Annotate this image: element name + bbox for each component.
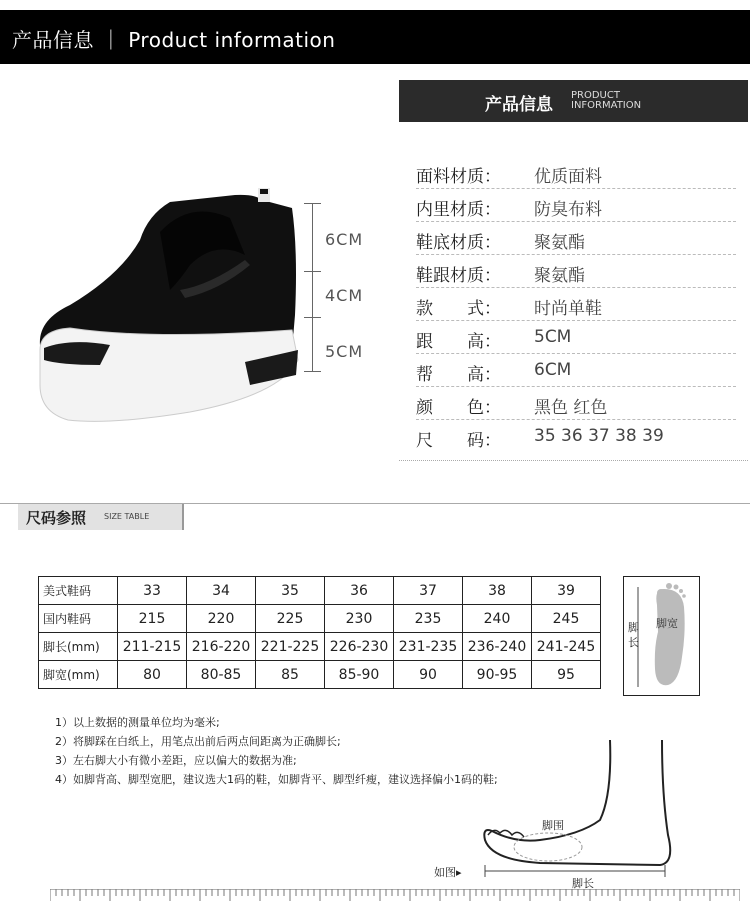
info-panel-header	[399, 80, 748, 122]
foot-width-label: 脚宽	[656, 617, 678, 630]
info-row	[416, 190, 736, 222]
header-bar	[0, 10, 750, 64]
table-cell: 215	[118, 605, 187, 633]
info-label: 款 式：	[416, 299, 501, 319]
table-cell: 221-225	[256, 633, 325, 661]
shoe-image	[30, 180, 310, 430]
table-cell: 37	[394, 577, 463, 605]
table-cell: 85-90	[325, 661, 394, 689]
table-cell: 35	[256, 577, 325, 605]
info-value: 35 36 37 38 39	[534, 426, 664, 446]
info-title-en	[571, 91, 641, 111]
foot-diagram-box	[623, 576, 700, 696]
note-item: 3）左右脚大小有微小差距，应以偏大的数据为准;	[55, 754, 297, 767]
row-header: 美式鞋码	[39, 577, 118, 605]
table-cell: 236-240	[463, 633, 532, 661]
table-cell: 241-245	[532, 633, 601, 661]
table-cell: 34	[187, 577, 256, 605]
table-row	[39, 661, 601, 689]
info-row	[416, 388, 736, 420]
info-value: 5CM	[534, 327, 572, 347]
info-label: 内里材质：	[416, 200, 501, 220]
size-table-title-cn: 尺码参照	[26, 509, 87, 527]
table-cell: 80-85	[187, 661, 256, 689]
table-cell: 211-215	[118, 633, 187, 661]
foot-length-label-2: 长	[628, 636, 639, 649]
foot-girth-label: 脚围	[542, 819, 564, 832]
info-value: 优质面料	[534, 167, 602, 187]
dimension-tick	[304, 371, 321, 372]
table-cell: 95	[532, 661, 601, 689]
info-row	[416, 256, 736, 288]
inner-height-label: 4CM	[325, 286, 364, 305]
table-cell: 33	[118, 577, 187, 605]
table-cell: 225	[256, 605, 325, 633]
foot-measure-diagram	[430, 735, 690, 895]
table-row	[39, 577, 601, 605]
info-label: 鞋跟材质：	[416, 266, 501, 286]
table-cell: 216-220	[187, 633, 256, 661]
table-cell: 245	[532, 605, 601, 633]
table-cell: 90	[394, 661, 463, 689]
info-value: 时尚单鞋	[534, 299, 602, 319]
foot-length-label-1: 脚	[628, 621, 639, 634]
info-label: 面料材质：	[416, 167, 501, 187]
info-label: 跟 高：	[416, 332, 501, 352]
info-row	[416, 223, 736, 255]
dimension-tick	[304, 203, 321, 204]
ruler	[50, 889, 740, 903]
divider	[399, 460, 748, 462]
as-shown-label: 如图▸	[434, 866, 462, 879]
row-header: 脚长(mm)	[39, 633, 118, 661]
row-header: 脚宽(mm)	[39, 661, 118, 689]
info-label: 尺 码：	[416, 431, 501, 451]
heel-height-label: 5CM	[325, 342, 364, 361]
info-value: 聚氨酯	[534, 233, 585, 253]
note-item: 4）如脚背高、脚型宽肥，建议选大1码的鞋，如脚背平、脚型纤瘦，建议选择偏小1码的鞋;	[55, 773, 498, 786]
size-table-header	[18, 504, 184, 530]
table-cell: 80	[118, 661, 187, 689]
size-table	[38, 576, 601, 689]
table-cell: 235	[394, 605, 463, 633]
foot-length-label: 脚长	[572, 877, 594, 890]
table-cell: 39	[532, 577, 601, 605]
table-cell: 90-95	[463, 661, 532, 689]
table-cell: 240	[463, 605, 532, 633]
info-row	[416, 421, 736, 452]
table-cell: 85	[256, 661, 325, 689]
table-cell: 226-230	[325, 633, 394, 661]
info-label: 鞋底材质：	[416, 233, 501, 253]
table-cell: 36	[325, 577, 394, 605]
info-row	[416, 322, 736, 354]
row-header: 国内鞋码	[39, 605, 118, 633]
product-info-panel	[399, 80, 748, 472]
table-cell: 220	[187, 605, 256, 633]
table-cell: 231-235	[394, 633, 463, 661]
info-row	[416, 355, 736, 387]
info-title-en-1: PRODUCT	[571, 90, 620, 101]
info-value: 聚氨酯	[534, 266, 585, 286]
size-table-title-en: SIZE TABLE	[104, 512, 150, 521]
note-item: 2）将脚踩在白纸上，用笔点出前后两点间距离为正确脚长;	[55, 735, 341, 748]
table-cell: 38	[463, 577, 532, 605]
shaft-height-label: 6CM	[325, 230, 364, 249]
info-label: 颜 色：	[416, 398, 501, 418]
dimension-tick	[304, 317, 321, 318]
dimension-line	[312, 203, 313, 371]
table-cell: 230	[325, 605, 394, 633]
info-row	[416, 157, 736, 189]
info-value: 6CM	[534, 360, 572, 380]
note-item: 1）以上数据的测量单位均为毫米;	[55, 716, 220, 729]
info-value: 防臭布料	[534, 200, 602, 220]
table-row	[39, 633, 601, 661]
info-value: 黑色 红色	[534, 398, 608, 418]
dimension-tick	[304, 271, 321, 272]
info-row	[416, 289, 736, 321]
header-title: 产品信息 ｜ Product information	[12, 28, 336, 52]
info-label: 帮 高：	[416, 365, 501, 385]
table-row	[39, 605, 601, 633]
info-title-en-2: INFORMATION	[571, 100, 642, 111]
info-title-cn: 产品信息	[485, 95, 553, 115]
